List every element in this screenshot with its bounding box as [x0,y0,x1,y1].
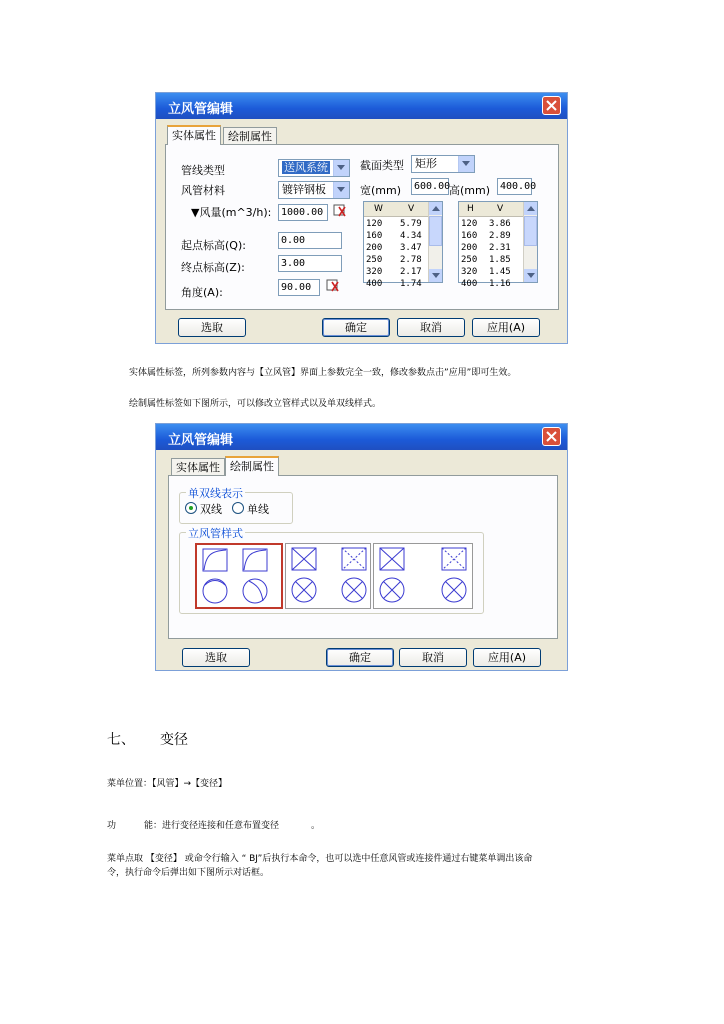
scroll-up-icon[interactable] [524,202,537,215]
dialog-titlebar[interactable] [156,424,567,450]
table-cell: 250 [366,255,383,265]
dialog-duct-edit-entity [155,92,568,344]
table-cell: 1.85 [489,255,511,265]
column-header: H [467,204,474,214]
section-type-value: 矩形 [415,157,437,170]
duct-style-icon [374,544,472,606]
height-label: 高(mm) [449,184,491,197]
table-cell: 2.89 [489,231,511,241]
pick-button[interactable]: 选取 [182,648,250,667]
table-cell: 5.79 [400,219,422,229]
table-cell: 200 [366,243,383,253]
scroll-down-icon[interactable] [524,269,537,282]
end-elevation-input[interactable]: 3.00 [278,255,342,272]
table-cell: 250 [461,255,478,265]
table-cell: 1.45 [489,267,511,277]
pick-button[interactable]: 选取 [178,318,246,337]
tab-panel-draw [168,475,558,639]
scroll-thumb[interactable] [524,216,537,246]
duct-style-icon [197,545,281,607]
caption-entity-tab: 实体属性标签，所列参数内容与【立风管】界面上参数完全一致，修改参数点击”应用”即可生效。 [129,368,517,378]
section-number: 七、 [107,732,135,748]
table-cell: 2.17 [400,267,422,277]
function-text: 能：进行变径连接和任意布置变径 [144,821,280,831]
duct-material-value: 镀锌钢板 [282,183,326,196]
table-header [459,202,525,217]
air-volume-label[interactable]: ▼风量(m^3/h): [191,206,272,219]
width-velocity-table[interactable] [363,201,443,289]
ok-button[interactable]: 确定 [326,648,394,667]
scroll-down-icon[interactable] [429,269,442,282]
table-scrollbar[interactable] [523,202,537,282]
table-cell: 400 [461,279,478,289]
tab-entity-properties[interactable]: 实体属性 [171,458,225,476]
duct-style-group [179,527,484,614]
height-velocity-table[interactable] [458,201,538,289]
width-label: 宽(mm) [360,184,402,197]
height-input[interactable]: 400.00 [497,178,532,195]
double-line-label[interactable]: 双线 [200,503,222,516]
table-header [364,202,430,217]
menu-location-text: 菜单位置：【风管】→【变径】 [107,779,228,789]
duct-style-option-3[interactable] [373,543,473,609]
close-icon[interactable] [542,427,561,446]
tab-draw-properties[interactable]: 绘制属性 [225,456,279,476]
duct-material-select[interactable] [278,181,350,199]
duct-style-icon [286,544,370,606]
line-mode-caption: 单双线表示 [188,487,243,500]
section-type-select[interactable] [411,155,475,173]
table-cell: 2.78 [400,255,422,265]
chevron-down-icon[interactable] [458,156,474,172]
dialog-titlebar[interactable] [156,93,567,119]
tab-panel-entity [165,144,559,310]
start-elevation-label: 起点标高(Q): [181,239,246,252]
table-cell: 3.86 [489,219,511,229]
menu-click-text-line2: 令，执行命令后弹出如下图所示对话框。 [107,868,270,878]
tab-draw-properties[interactable]: 绘制属性 [223,127,277,145]
function-label: 功 [107,821,117,831]
table-cell: 120 [461,219,478,229]
table-cell: 3.47 [400,243,422,253]
column-header: W [374,204,383,214]
column-header: V [497,204,504,214]
pick-icon[interactable] [333,204,347,218]
angle-label: 角度(A): [181,286,223,299]
air-volume-input[interactable]: 1000.00 [278,204,328,221]
section-type-label: 截面类型 [360,159,404,172]
table-cell: 160 [366,231,383,241]
angle-input[interactable]: 90.00 [278,279,320,296]
line-mode-group [179,487,293,524]
cancel-button[interactable]: 取消 [399,648,467,667]
pipe-type-value: 送风系统 [284,161,328,174]
pick-icon[interactable] [326,279,340,293]
table-cell: 400 [366,279,383,289]
apply-button[interactable]: 应用(A) [473,648,541,667]
table-scrollbar[interactable] [428,202,442,282]
dialog-title: 立风管编辑 [168,433,234,448]
section-title: 变径 [160,732,188,748]
width-input[interactable]: 600.00 [411,178,449,195]
function-end: 。 [311,821,321,831]
table-cell: 160 [461,231,478,241]
ok-button[interactable]: 确定 [322,318,390,337]
dialog-title: 立风管编辑 [168,102,234,117]
single-line-radio[interactable] [232,502,244,514]
table-cell: 4.34 [400,231,422,241]
tab-entity-properties[interactable]: 实体属性 [167,125,221,145]
duct-style-option-1[interactable] [195,543,283,609]
cancel-button[interactable]: 取消 [397,318,465,337]
menu-click-text-line1: 菜单点取 【变径】 或命令行输入 “ BJ”后执行本命令，也可以选中任意风管或连接件通过右键菜单调出该命 [107,854,533,864]
chevron-down-icon[interactable] [333,182,349,198]
end-elevation-label: 终点标高(Z): [181,261,245,274]
column-header: V [408,204,415,214]
table-cell: 1.74 [400,279,422,289]
dialog-duct-edit-draw [155,423,568,671]
table-cell: 200 [461,243,478,253]
duct-material-label: 风管材料 [181,184,225,197]
duct-style-option-2[interactable] [285,543,371,609]
start-elevation-input[interactable]: 0.00 [278,232,342,249]
apply-button[interactable]: 应用(A) [472,318,540,337]
duct-style-caption: 立风管样式 [188,527,243,540]
table-cell: 320 [366,267,383,277]
single-line-label[interactable]: 单线 [247,503,269,516]
double-line-radio[interactable] [185,502,197,514]
scroll-thumb[interactable] [429,216,442,246]
table-cell: 1.16 [489,279,511,289]
pipe-type-select[interactable] [278,159,350,177]
chevron-down-icon[interactable] [333,160,349,176]
close-icon[interactable] [542,96,561,115]
pipe-type-label: 管线类型 [181,164,225,177]
table-cell: 320 [461,267,478,277]
table-cell: 120 [366,219,383,229]
scroll-up-icon[interactable] [429,202,442,215]
caption-draw-tab: 绘制属性标签如下图所示，可以修改立管样式以及单双线样式。 [129,399,382,409]
table-cell: 2.31 [489,243,511,253]
